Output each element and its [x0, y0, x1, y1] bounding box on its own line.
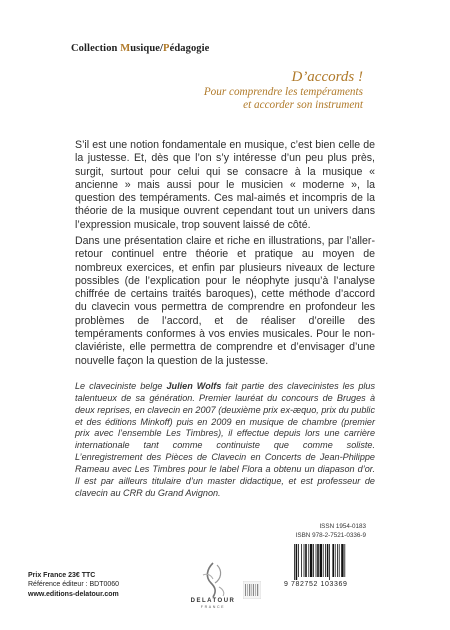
- title-block: [204, 68, 363, 112]
- isbn-barcode: [294, 544, 366, 580]
- description-paragraph-1: S’il est une notion fondamentale en musique, c’est bien celle de la justesse. Et, dès que l’on s’y intéresse d’un peu plus près, surgit, surtout pour celui qui se consacre à la musique « ancienne » mais aussi pour le musicien « moderne », la question des tempéraments. Ces mal-aimés et incompris de la théorie de la musique ouvrent cependant tout un univers dans l’expression musicale, trop souvent laissé de côté.: [75, 139, 375, 231]
- collection-label: [71, 43, 209, 54]
- author-name: Julien Wolfs: [166, 381, 222, 391]
- bio-text: fait partie des clavecinistes les plus talentueux de sa génération. Premier lauréat du concours de Bruges à deux reprises, en clavecin en 2007 (deuxième prix ex-æquo, prix du public et des éditions Minkoff) puis en 2009 en musique de chambre (premier prix avec l’ensemble Les Timbres), il effectue depuis lors une carrière internationale tant comme continuiste que comme soliste. L’enregistrement des Pièces de Clavecin en Concerts de Jean-Philippe Rameau avec Les Timbres pour le label Flora a obtenu un diapason d’or. Il est par ailleurs titulaire d’un master didactique, et est professeur de clavecin au CRR du Grand Avignon.: [75, 381, 376, 498]
- collection-accent-m: M: [120, 43, 131, 54]
- description-paragraph-2: Dans une présentation claire et riche en illustrations, par l’aller-retour continuel entre théorie et pratique au moyen de nombreux exercices, et enfin par plusieurs niveaux de lecture possibles (de l’explication pour le néophyte jusqu’à l’analyse chiffrée de certains traités baroques), cette méthode d’accord du clavecin vous permettra de comprendre en profondeur les problèmes de l’accord, et de réaliser d’oreille des tempéraments conformes à vos envies musicales. Pour le non-claviériste, elle permettra de comprendre et d’envisager d’une nouvelle façon la question de la justesse.: [75, 235, 375, 367]
- publisher-reference: Référence éditeur : BDT0060: [28, 581, 120, 589]
- isbn-number: ISBN 978-2-7521-0336-9: [295, 532, 366, 539]
- book-subtitle-line1: Pour comprendre les tempéraments: [203, 86, 363, 98]
- collection-prefix: Collection: [71, 43, 121, 54]
- book-title: D’accords !: [291, 69, 363, 85]
- barcode-digits: 9 782752 103369: [284, 581, 348, 588]
- collection-mid: usique/: [130, 43, 164, 54]
- pricing-block: [28, 571, 119, 599]
- small-code-icon: [243, 581, 261, 599]
- author-bio: [75, 381, 375, 499]
- price-label: Prix France 23€ TTC: [28, 572, 96, 579]
- book-subtitle-line2: et accorder son instrument: [243, 99, 363, 111]
- collection-accent-p: P: [163, 43, 170, 54]
- publisher-website: www.editions-delatour.com: [28, 590, 119, 598]
- publisher-logo-name: DELATOUR: [190, 598, 236, 604]
- bio-lead: Le claveciniste belge: [75, 381, 167, 391]
- publisher-logo-sub: FRANCE: [200, 605, 226, 609]
- issn-number: ISSN 1954-0183: [319, 523, 366, 530]
- collection-suffix: édagogie: [169, 43, 210, 54]
- delatour-logo-icon: [193, 561, 233, 599]
